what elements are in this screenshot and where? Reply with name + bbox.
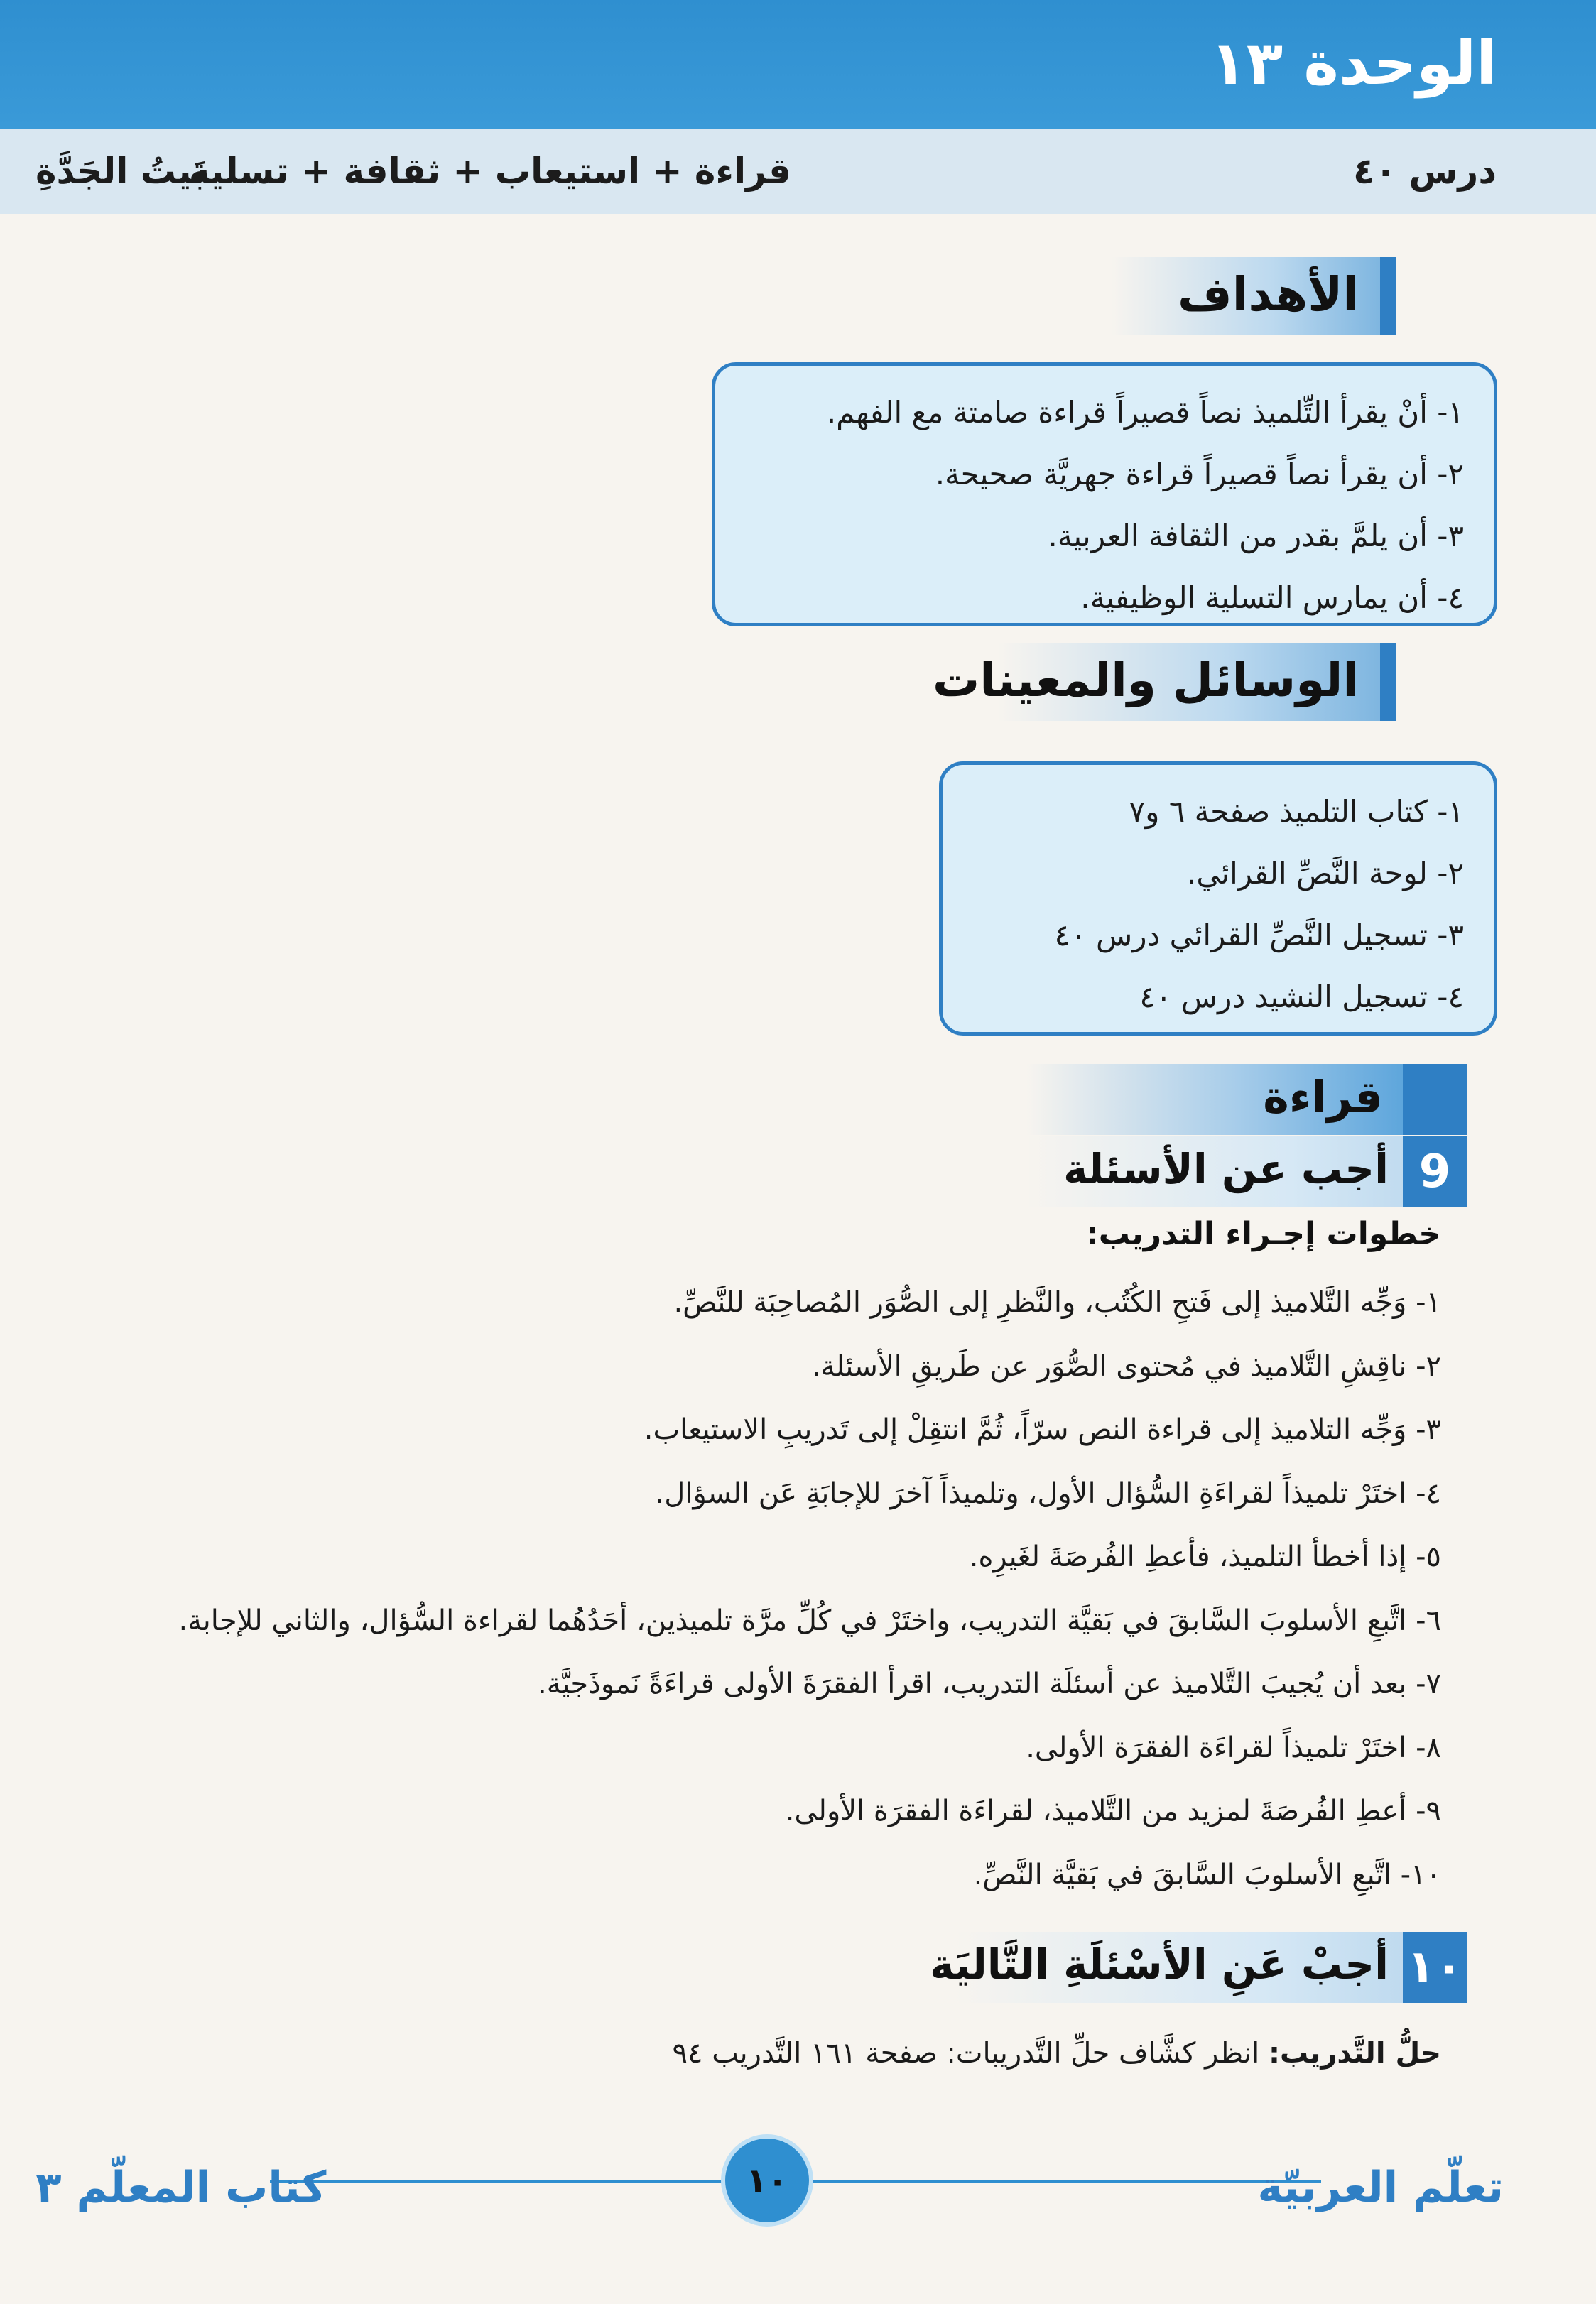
- book-series: تعلّم العربيّة: [1257, 2163, 1504, 2212]
- lesson-name: بَيتُ الجَدَّةِ: [36, 151, 206, 192]
- aid-item: ١- كتاب التلميذ صفحة ٦ و٧: [1129, 794, 1464, 829]
- reading-heading-text: قراءة: [1263, 1071, 1383, 1123]
- aids-heading: [932, 643, 1396, 721]
- step-item: ٤- اختَرْ تلميذاً لقراءَةِ السُّؤال الأول، وتلميذاً آخرَ للإجابَةِ عَن السؤال.: [655, 1477, 1441, 1510]
- goals-box: [712, 362, 1497, 626]
- unit-title: الوحدة ١٣: [1210, 28, 1497, 98]
- solution-text: انظر كشَّاف حلِّ التَّدريبات: صفحة ١٦١ التَّدريب ٩٤: [672, 2037, 1269, 2070]
- aid-item: ٤- تسجيل النشيد درس ٤٠: [1139, 979, 1464, 1014]
- solution-line: [673, 2037, 1441, 2070]
- step-item: ٢- ناقِشِ التَّلاميذ في مُحتوى الصُّوَر عن طَريقِ الأسئلة.: [811, 1349, 1441, 1383]
- page-number-badge: [721, 2134, 813, 2227]
- aid-item: ٣- تسجيل النَّصِّ القرائي درس ٤٠: [1054, 918, 1464, 952]
- step-item: ١- وَجِّه التَّلاميذ إلى فَتحِ الكُتُب، والنَّظرِ إلى الصُّوَر المُصاحِبَة للنَّصِّ.: [673, 1286, 1441, 1319]
- aids-box: [939, 761, 1497, 1036]
- page-number: ١٠: [746, 2161, 788, 2201]
- aids-heading-text: الوسائل والمعينات: [932, 653, 1359, 707]
- reading-heading: [1026, 1064, 1467, 1135]
- exercise-10-heading: [930, 1932, 1467, 2003]
- header-band: [0, 0, 1596, 129]
- lesson-topics: قراءة + استيعاب + ثقافة + تسلية: [189, 151, 791, 192]
- lesson-number: درس ٤٠: [1353, 151, 1497, 192]
- lesson-band: [0, 129, 1596, 214]
- book-title: كتاب المعلّم ٣: [36, 2163, 327, 2212]
- step-item: ٩- أعطِ الفُرصَةَ لمزيد من التَّلاميذ، لقراءَة الفقرَة الأولى.: [785, 1795, 1441, 1827]
- exercise-10-title: أجبْ عَنِ الأسْئلَةِ التَّاليَة: [930, 1940, 1389, 1989]
- step-item: ٦- اتَّبعِ الأسلوبَ السَّابقَ في بَقيَّة التدريب، واختَرْ في كُلِّ مرَّة تلميذين، أحَدُهُما لقراءة السُّؤال، والثاني للإجابة.: [178, 1604, 1441, 1637]
- step-item: ٥- إذا أخطأ التلميذ، فأعطِ الفُرصَةَ لغَيرِه.: [969, 1540, 1441, 1573]
- goal-item: ٢- أن يقرأ نصاً قصيراً قراءة جهريَّة صحيحة.: [935, 457, 1464, 491]
- steps-title: خطوات إجـراء التدريب:: [1086, 1216, 1441, 1252]
- goal-item: ١- أنْ يقرأ التِّلميذ نصاً قصيراً قراءة صامتة مع الفهم.: [826, 395, 1464, 430]
- goals-heading-text: الأهداف: [1178, 267, 1359, 322]
- steps-list: [106, 1271, 1441, 1907]
- step-item: ٣- وَجِّه التلاميذ إلى قراءة النص سرّاً، ثُمَّ انتقِلْ إلى تَدريبِ الاستيعاب.: [644, 1413, 1441, 1446]
- solution-label: حلُّ التَّدريب:: [1268, 2037, 1441, 2070]
- step-item: ٨- اختَرْ تلميذاً لقراءَة الفقرَة الأولى.: [1026, 1731, 1441, 1764]
- exercise-10-number: ١٠: [1403, 1932, 1467, 2003]
- step-item: ٧- بعد أن يُجيبَ التَّلاميذ عن أسئلَة التدريب، اقرأ الفقرَةَ الأولى قراءَةً نَموذَجيَّة.: [538, 1668, 1441, 1700]
- goal-item: ٣- أن يلمَّ بقدر من الثقافة العربية.: [1048, 518, 1464, 553]
- goals-heading: [1112, 257, 1396, 335]
- step-item: ١٠- اتَّبعِ الأسلوبَ السَّابقَ في بَقيَّة النَّصِّ.: [973, 1858, 1441, 1891]
- aid-item: ٢- لوحة النَّصِّ القرائي.: [1187, 856, 1464, 891]
- goal-item: ٤- أن يمارس التسلية الوظيفية.: [1080, 580, 1464, 615]
- exercise-9-title: أجب عن الأسئلة: [1063, 1145, 1389, 1193]
- exercise-9-heading: [1026, 1136, 1467, 1207]
- exercise-9-number: 9: [1403, 1136, 1467, 1207]
